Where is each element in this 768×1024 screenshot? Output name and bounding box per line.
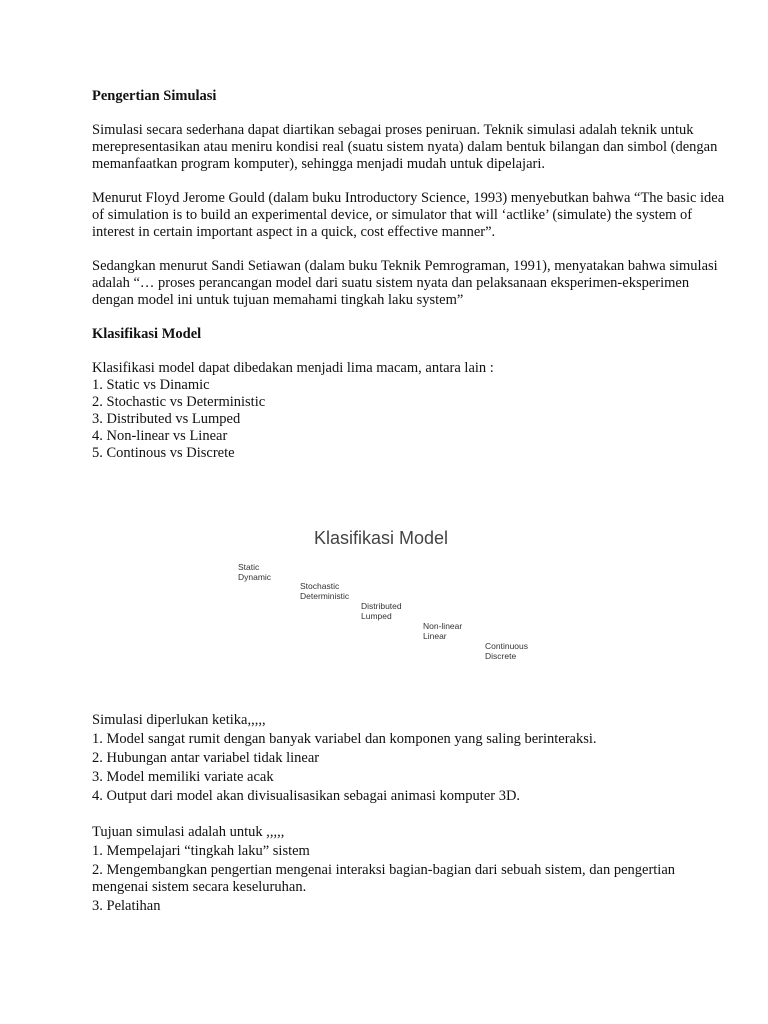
simulasi-diperlukan-list — [92, 731, 732, 805]
paragraph-setiawan-quote: Sedangkan menurut Sandi Setiawan (dalam buku Teknik Pemrograman, 1991), menyatakan bahwa simulasi adalah “… proses perancangan model dari suatu sistem nyata dan pelaksanaan eksperimen-eksperimen dengan model ini untuk tujuan memahami tingkah laku system” — [92, 258, 718, 308]
list-item: 1. Model sangat rumit dengan banyak variabel dan komponen yang saling berinteraksi. — [92, 731, 597, 747]
diagram-pair-distributed-lumped: Distributed Lumped — [361, 601, 402, 621]
klasifikasi-diagram — [236, 524, 556, 664]
diagram-pair-continuous-discrete: Continuous Discrete — [485, 641, 529, 661]
diagram-pair-static-dynamic: Static Dynamic — [238, 562, 272, 582]
paragraph-gould-quote: Menurut Floyd Jerome Gould (dalam buku Introductory Science, 1993) menyebutkan bahwa “The basic idea of simulation is to build an experimental device, or simulator that will ‘actlike’ (simulate) the system of interest in certain important aspect in a quick, cost effective manner”. — [92, 190, 725, 240]
diagram-title: Klasifikasi Model — [314, 528, 449, 548]
section-heading-klasifikasi: Klasifikasi Model — [92, 326, 202, 342]
tujuan-simulasi-list — [92, 843, 732, 915]
list-item: 4. Output dari model akan divisualisasikan sebagai animasi komputer 3D. — [92, 788, 521, 804]
list-item: 2. Mengembangkan pengertian mengenai interaksi bagian-bagian dari sebuah sistem, dan pengertian mengenai sistem secara keseluruhan. — [92, 862, 676, 895]
list-item: 1. Static vs Dinamic — [92, 377, 210, 393]
list-item: 3. Model memiliki variate acak — [92, 769, 274, 785]
list-item: 5. Continous vs Discrete — [92, 445, 235, 461]
simulasi-diperlukan-intro: Simulasi diperlukan ketika,,,,, — [92, 712, 266, 728]
diagram-pair-nonlinear-linear: Non-linear Linear — [423, 621, 463, 641]
section-heading-pengertian: Pengertian Simulasi — [92, 88, 217, 104]
list-item: 2. Stochastic vs Deterministic — [92, 394, 266, 410]
klasifikasi-list — [92, 377, 732, 462]
document-page-lower — [92, 712, 732, 917]
list-item: 3. Pelatihan — [92, 898, 161, 914]
list-item: 3. Distributed vs Lumped — [92, 411, 241, 427]
tujuan-simulasi-intro: Tujuan simulasi adalah untuk ,,,,, — [92, 824, 285, 840]
document-page — [92, 88, 732, 462]
klasifikasi-intro: Klasifikasi model dapat dibedakan menjadi lima macam, antara lain : — [92, 360, 494, 376]
list-item: 2. Hubungan antar variabel tidak linear — [92, 750, 320, 766]
list-item: 4. Non-linear vs Linear — [92, 428, 228, 444]
diagram-pair-stochastic-deterministic: Stochastic Deterministic — [300, 581, 350, 601]
list-item: 1. Mempelajari “tingkah laku” sistem — [92, 843, 310, 859]
paragraph-definition: Simulasi secara sederhana dapat diartikan sebagai proses peniruan. Teknik simulasi adalah teknik untuk merepresentasikan atau meniru kondisi real (suatu sistem nyata) dalam bentuk bilangan dan simbol (dengan memanfaatkan program komputer), sehingga menjadi mudah untuk dipelajari. — [92, 122, 718, 172]
